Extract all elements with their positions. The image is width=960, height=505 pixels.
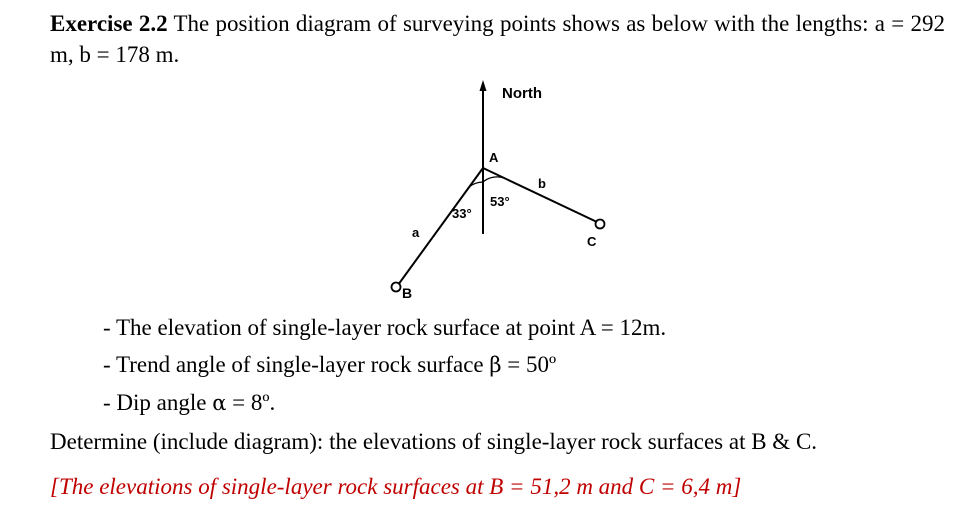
angle-arc-b — [483, 177, 504, 182]
trend-text: - Trend angle of single-layer rock surface — [103, 352, 490, 377]
point-b-label: B — [402, 285, 413, 301]
angle-ac-label: 53° — [490, 194, 510, 209]
point-a-label: A — [489, 150, 499, 165]
segment-b-label: b — [538, 176, 546, 191]
north-label: North — [502, 85, 542, 102]
dip-value: = 8º. — [226, 390, 276, 415]
trend-condition — [103, 350, 556, 380]
dip-text: - Dip angle — [103, 390, 213, 415]
beta-symbol: β — [489, 353, 502, 377]
elevation-text: - The elevation of single-layer rock surface at point A = 12m. — [103, 315, 667, 340]
task-statement: Determine (include diagram): the elevations of single-layer rock surfaces at B & C. — [50, 429, 818, 454]
dip-condition — [103, 388, 275, 418]
answer-statement: [The elevations of single-layer rock surfaces at B = 51,2 m and C = 6,4 m] — [50, 474, 742, 499]
angle-ab-label: 33° — [452, 206, 472, 221]
elevation-condition — [103, 313, 666, 343]
north-arrowhead-icon — [480, 80, 487, 91]
point-c-label: C — [587, 234, 597, 249]
segment-a-label: a — [412, 225, 420, 240]
exercise-number: Exercise 2.2 — [50, 11, 168, 36]
alpha-symbol: α — [212, 391, 227, 415]
point-c-marker — [596, 220, 605, 229]
trend-value: = 50º — [501, 352, 557, 377]
exercise-statement: The position diagram of surveying points shows as below with the lengths: a = 292 m, b = 178 m. — [50, 11, 945, 67]
point-b-marker — [392, 283, 401, 292]
